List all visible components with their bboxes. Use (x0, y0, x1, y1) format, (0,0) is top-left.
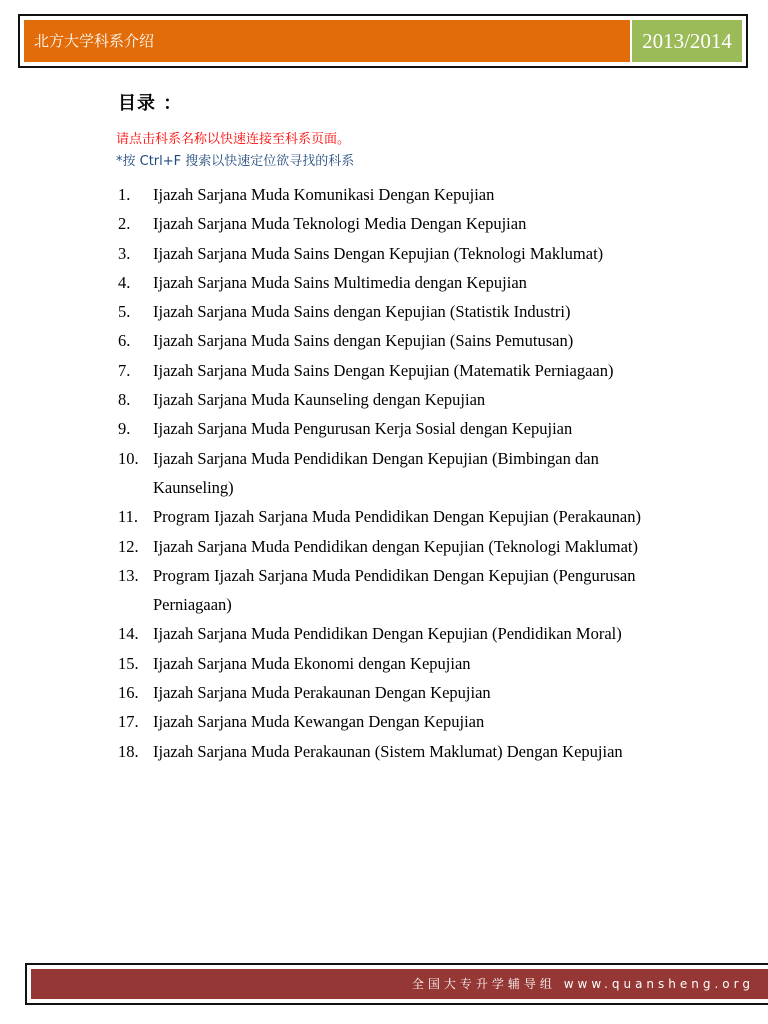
toc-item[interactable] (118, 414, 678, 443)
toc-item-link[interactable]: Ijazah Sarjana Muda Sains Dengan Kepujian (Teknologi Maklumat) (153, 243, 604, 263)
toc-item-link[interactable]: Ijazah Sarjana Muda Ekonomi dengan Kepujian (153, 653, 471, 673)
toc-item[interactable] (118, 502, 678, 531)
toc-item-number: 8. (118, 390, 131, 410)
toc-item-number: 14. (118, 624, 139, 644)
toc-item-number: 5. (118, 302, 131, 322)
toc-item-link[interactable]: Ijazah Sarjana Muda Sains dengan Kepujian (Statistik Industri) (153, 302, 571, 322)
toc-item[interactable] (118, 268, 678, 297)
page-footer (25, 963, 768, 1005)
toc-item[interactable] (118, 649, 678, 678)
toc-item-number: 7. (118, 360, 131, 380)
toc-item-link[interactable]: Ijazah Sarjana Muda Kewangan Dengan Kepujian (153, 712, 485, 732)
toc-note-click: 请点击科系名称以快速连接至科系页面。 (116, 132, 351, 147)
toc-item-link[interactable]: Ijazah Sarjana Muda Pendidikan Dengan Kepujian (Pendidikan Moral) (153, 624, 622, 644)
toc-item-link[interactable]: Program Ijazah Sarjana Muda Pendidikan Dengan Kepujian (Pengurusan Perniagaan) (153, 565, 636, 615)
toc-item-number: 17. (118, 712, 139, 732)
toc-item[interactable] (118, 239, 678, 268)
toc-item-number: 4. (118, 272, 131, 292)
toc-item-link[interactable]: Ijazah Sarjana Muda Perakaunan Dengan Kepujian (153, 683, 491, 703)
toc-item[interactable] (118, 180, 678, 209)
header-year: 2013/2014 (632, 20, 742, 62)
toc-item[interactable] (118, 737, 678, 766)
toc-item-link[interactable]: Ijazah Sarjana Muda Sains Multimedia dengan Kepujian (153, 272, 527, 292)
footer-text: 全国大专升学辅导组 www.quansheng.org (31, 969, 768, 999)
toc-item[interactable] (118, 209, 678, 238)
toc-item[interactable] (118, 326, 678, 355)
toc-item[interactable] (118, 678, 678, 707)
toc-item-link[interactable]: Ijazah Sarjana Muda Perakaunan (Sistem Maklumat) Dengan Kepujian (153, 741, 623, 761)
toc-item[interactable] (118, 707, 678, 736)
toc-item-link[interactable]: Ijazah Sarjana Muda Pendidikan dengan Kepujian (Teknologi Maklumat) (153, 536, 638, 556)
toc-item[interactable] (118, 532, 678, 561)
toc-item[interactable] (118, 385, 678, 414)
toc-item-number: 1. (118, 185, 131, 204)
toc-item-number: 9. (118, 419, 131, 439)
toc-item-number: 13. (118, 565, 139, 585)
header-title: 北方大学科系介绍 (24, 20, 630, 62)
toc-item-number: 12. (118, 536, 139, 556)
toc-list (118, 180, 678, 766)
toc-item-link[interactable]: Program Ijazah Sarjana Muda Pendidikan Dengan Kepujian (Perakaunan) (153, 507, 641, 527)
toc-item[interactable] (118, 297, 678, 326)
toc-heading: 目录 ： (118, 93, 183, 114)
page-header (18, 14, 748, 68)
toc-item[interactable] (118, 444, 678, 503)
toc-note-search: *按 Ctrl+F 搜索以快速定位欲寻找的科系 (116, 154, 355, 169)
toc-item-link[interactable]: Ijazah Sarjana Muda Pendidikan Dengan Kepujian (Bimbingan dan Kaunseling) (153, 448, 599, 497)
toc-item-number: 10. (118, 448, 139, 468)
toc-item[interactable] (118, 356, 678, 385)
toc-item-link[interactable]: Ijazah Sarjana Muda Sains Dengan Kepujian (Matematik Perniagaan) (153, 360, 614, 380)
toc-item-link[interactable]: Ijazah Sarjana Muda Kaunseling dengan Kepujian (153, 390, 486, 410)
toc-item-number: 6. (118, 331, 131, 351)
toc-item-number: 11. (118, 507, 139, 527)
toc-item-number: 15. (118, 653, 139, 673)
toc-item-number: 16. (118, 683, 139, 703)
toc-item-link[interactable]: Ijazah Sarjana Muda Sains dengan Kepujian (Sains Pemutusan) (153, 331, 574, 351)
toc-item[interactable] (118, 561, 678, 620)
toc-item-link[interactable]: Ijazah Sarjana Muda Pengurusan Kerja Sosial dengan Kepujian (153, 419, 573, 439)
toc-item-number: 3. (118, 243, 131, 263)
toc-item-number: 2. (118, 214, 131, 234)
toc-item-number: 18. (118, 741, 139, 761)
toc-item-link[interactable]: Ijazah Sarjana Muda Teknologi Media Dengan Kepujian (153, 214, 527, 234)
toc-item[interactable] (118, 619, 678, 648)
toc-item-link[interactable]: Ijazah Sarjana Muda Komunikasi Dengan Kepujian (153, 185, 495, 204)
